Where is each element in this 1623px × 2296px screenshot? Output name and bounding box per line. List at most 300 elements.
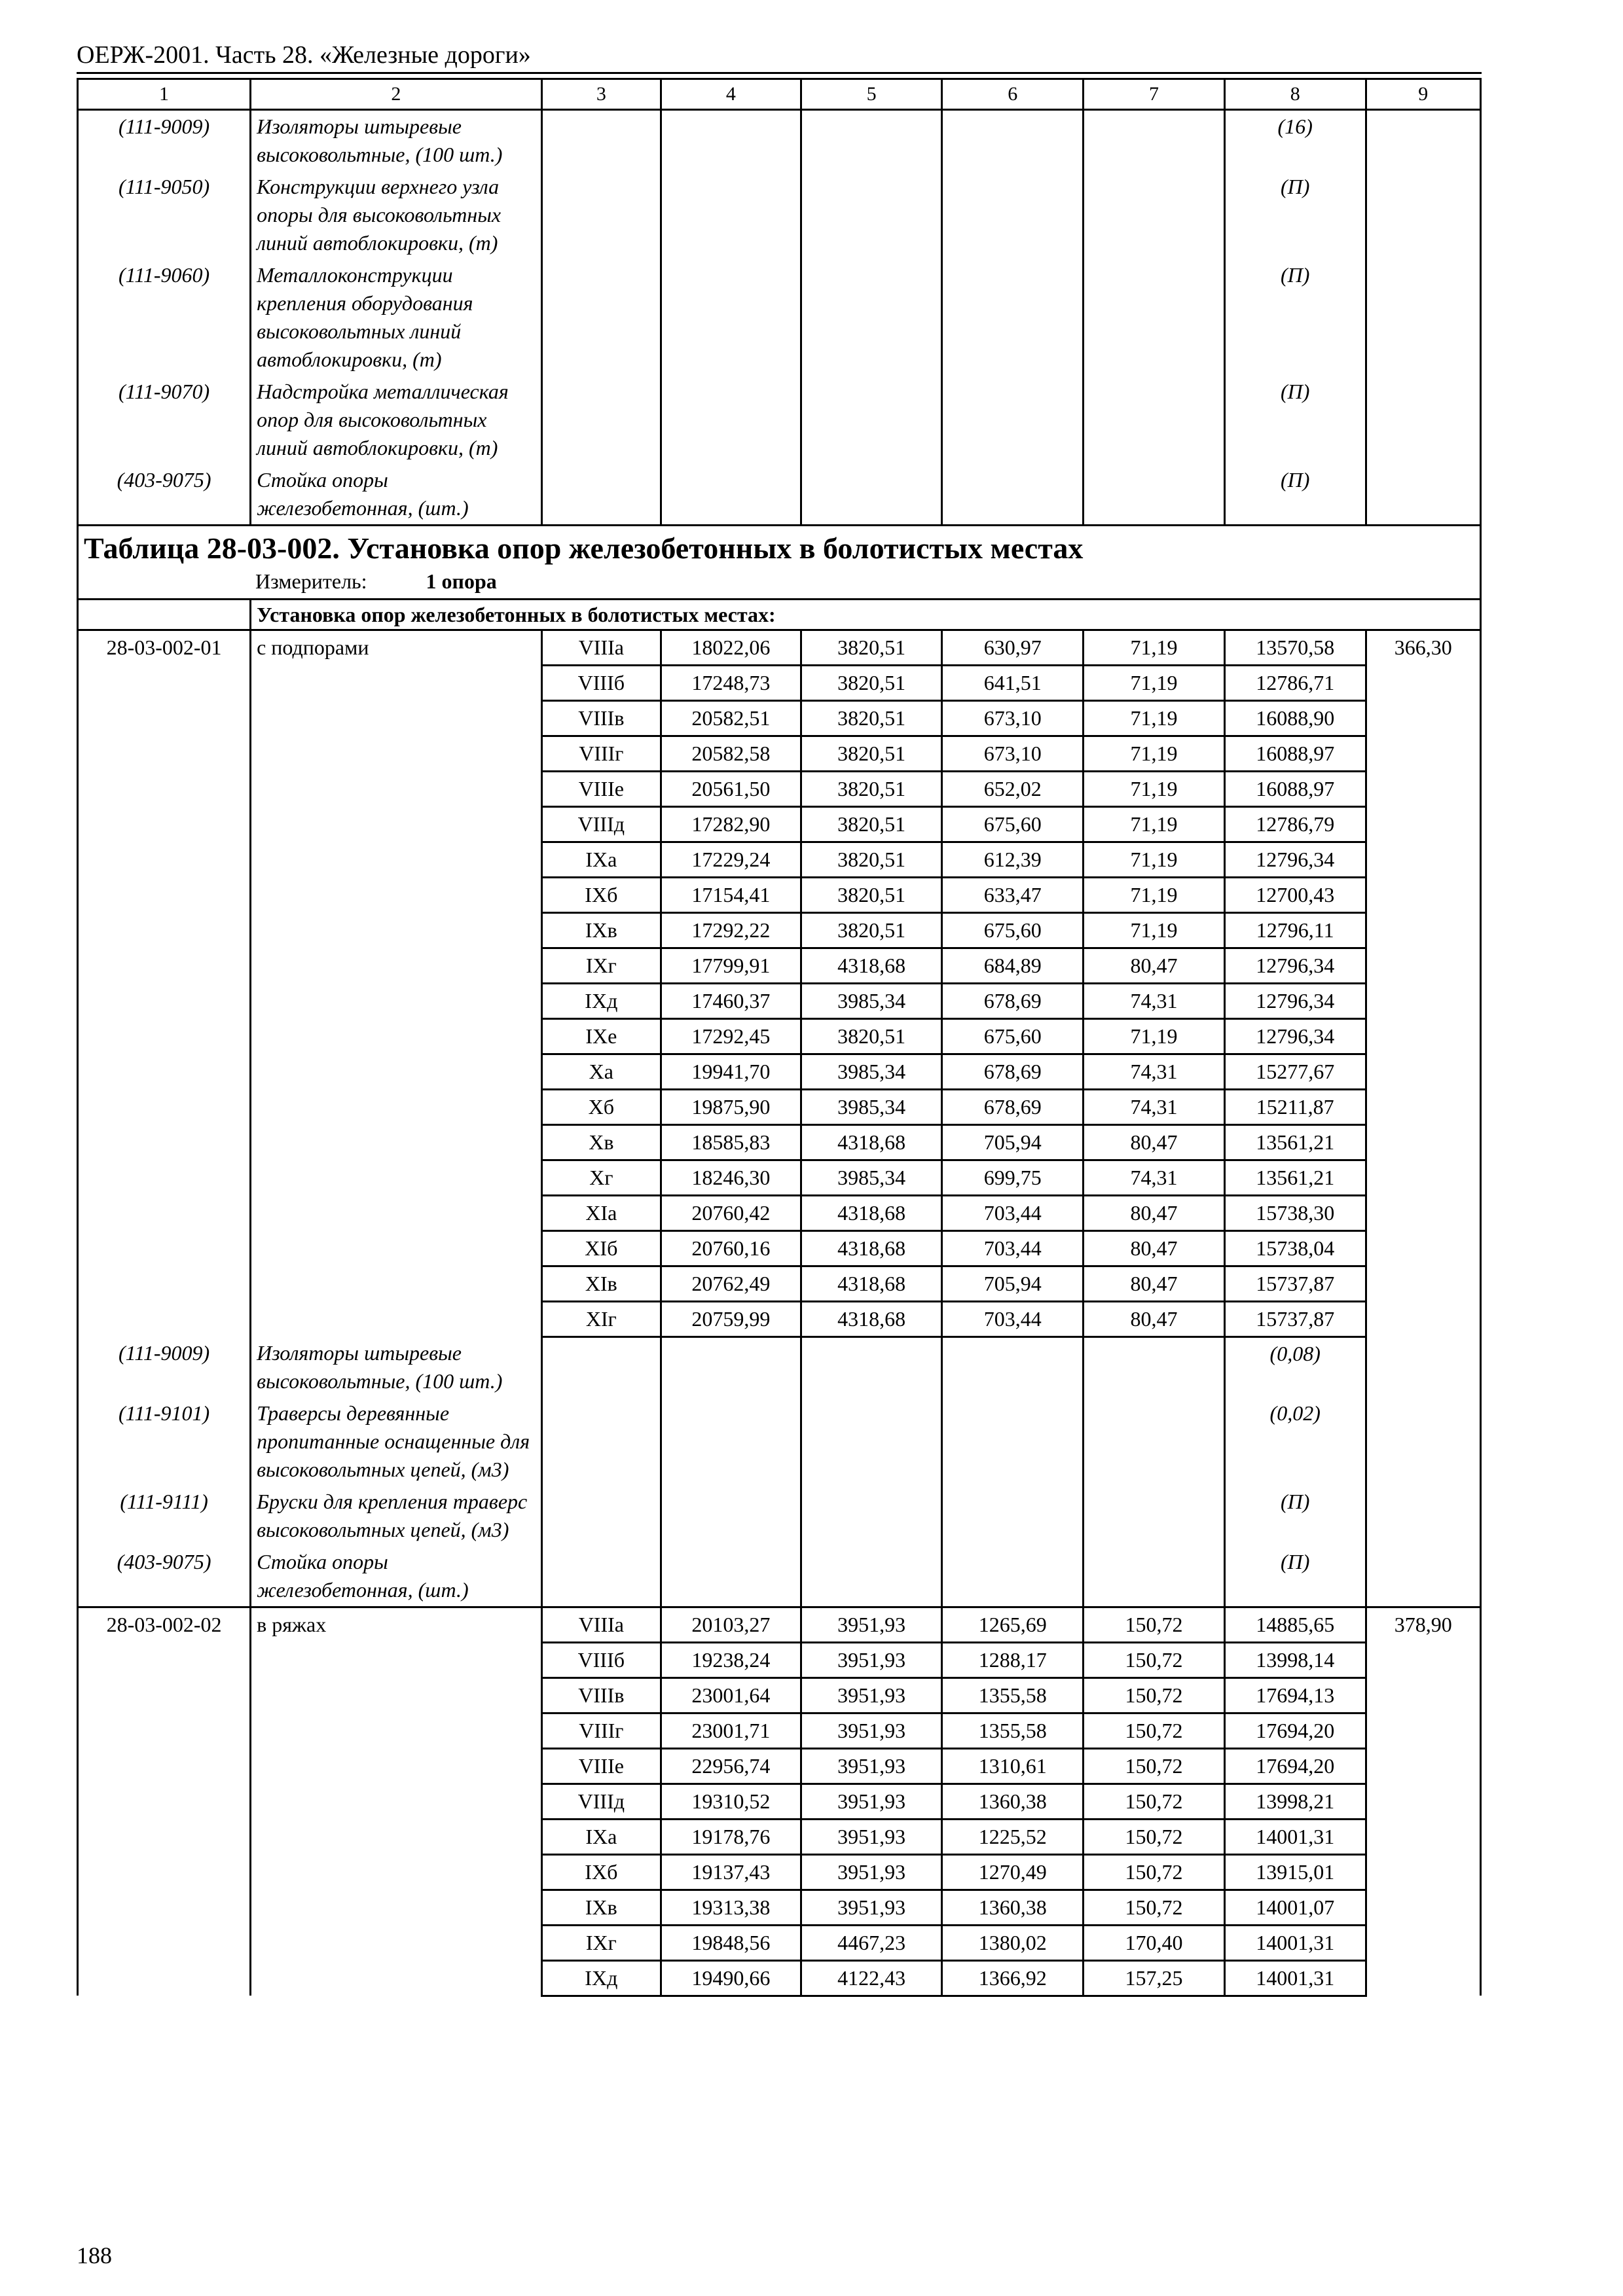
empty-cell: [1366, 1337, 1480, 1397]
value-cell: 13570,58: [1224, 630, 1366, 666]
grade-cell: VIIIд: [541, 1784, 661, 1819]
table-title: Таблица 28-03-002. Установка опор железобетонных в болотистых местах: [84, 531, 1084, 565]
empty-cell: [801, 259, 942, 376]
resource-row: [78, 464, 1481, 526]
resource-row: [78, 1486, 1481, 1546]
empty-cell: [1084, 1546, 1225, 1607]
value-cell: 15738,30: [1224, 1196, 1366, 1231]
value-cell: 633,47: [942, 878, 1084, 913]
resource-code: (111-9060): [78, 259, 251, 376]
resource-value: (П): [1224, 1486, 1366, 1546]
value-cell: 71,19: [1084, 913, 1225, 948]
value-cell: 16088,97: [1224, 772, 1366, 807]
value-cell: 16088,97: [1224, 736, 1366, 772]
resource-value: (П): [1224, 464, 1366, 526]
value-cell: 678,69: [942, 984, 1084, 1019]
value-cell: 630,97: [942, 630, 1084, 666]
empty-cell: [1366, 1546, 1480, 1607]
grade-cell: VIIIг: [541, 736, 661, 772]
grade-cell: Xг: [541, 1160, 661, 1196]
value-cell: 3951,93: [801, 1713, 942, 1748]
value-cell: 641,51: [942, 666, 1084, 701]
value-cell: 3820,51: [801, 736, 942, 772]
value-cell: 80,47: [1084, 948, 1225, 984]
value-cell: 80,47: [1084, 1231, 1225, 1266]
empty-cell: [661, 1397, 801, 1486]
value-cell: 17694,20: [1224, 1748, 1366, 1784]
item-code: 28-03-002-01: [78, 630, 251, 1337]
value-cell: 74,31: [1084, 1090, 1225, 1125]
item-name: с подпорами: [251, 630, 542, 1337]
grade-cell: IXд: [541, 984, 661, 1019]
value-cell: 673,10: [942, 701, 1084, 736]
resource-row: [78, 171, 1481, 259]
value-cell: 4318,68: [801, 1196, 942, 1231]
value-cell: 13561,21: [1224, 1160, 1366, 1196]
grade-cell: IXв: [541, 913, 661, 948]
empty-cell: [541, 259, 661, 376]
value-cell: 703,44: [942, 1196, 1084, 1231]
empty-cell: [1366, 1486, 1480, 1546]
empty-cell: [801, 464, 942, 526]
value-cell: 703,44: [942, 1231, 1084, 1266]
resource-row: [78, 1337, 1481, 1397]
value-cell: 1360,38: [942, 1784, 1084, 1819]
empty-cell: [801, 1337, 942, 1397]
item-name: в ряжах: [251, 1607, 542, 1996]
value-cell: 19875,90: [661, 1090, 801, 1125]
measure-label: Измеритель:: [255, 569, 367, 593]
value-cell: 675,60: [942, 807, 1084, 842]
grade-cell: IXг: [541, 948, 661, 984]
page-number: 188: [77, 2242, 112, 2269]
grade-cell: Xв: [541, 1125, 661, 1160]
grade-cell: VIIIб: [541, 1642, 661, 1677]
value-cell: 678,69: [942, 1054, 1084, 1090]
value-cell: 150,72: [1084, 1854, 1225, 1890]
grade-cell: IXа: [541, 1819, 661, 1854]
value-cell: 18246,30: [661, 1160, 801, 1196]
value-cell: 3820,51: [801, 701, 942, 736]
grade-cell: VIIIе: [541, 772, 661, 807]
resource-code: (111-9101): [78, 1397, 251, 1486]
value-cell: 19313,38: [661, 1890, 801, 1925]
grade-cell: IXд: [541, 1960, 661, 1996]
empty-cell: [801, 1546, 942, 1607]
value-cell: 15738,04: [1224, 1231, 1366, 1266]
value-cell: 20582,51: [661, 701, 801, 736]
value-cell: 19137,43: [661, 1854, 801, 1890]
value-cell: 612,39: [942, 842, 1084, 878]
empty-cell: [541, 376, 661, 464]
column-number: 8: [1224, 79, 1366, 110]
value-cell: 14885,65: [1224, 1607, 1366, 1642]
resource-code: (403-9075): [78, 464, 251, 526]
grade-cell: IXв: [541, 1890, 661, 1925]
empty-cell: [541, 1337, 661, 1397]
norms-table: [77, 78, 1482, 1997]
empty-cell: [661, 464, 801, 526]
value-cell: 705,94: [942, 1125, 1084, 1160]
value-cell: 12786,79: [1224, 807, 1366, 842]
value-cell: 3951,93: [801, 1784, 942, 1819]
resource-value: (П): [1224, 259, 1366, 376]
value-cell: 13915,01: [1224, 1854, 1366, 1890]
grade-cell: VIIIд: [541, 807, 661, 842]
measure-value: 1 опора: [426, 569, 497, 593]
value-cell: 150,72: [1084, 1784, 1225, 1819]
value-cell: 3951,93: [801, 1819, 942, 1854]
value-cell: 150,72: [1084, 1713, 1225, 1748]
value-cell: 17229,24: [661, 842, 801, 878]
empty-cell: [661, 171, 801, 259]
value-cell: 20760,42: [661, 1196, 801, 1231]
value-cell: 12786,71: [1224, 666, 1366, 701]
empty-cell: [801, 1397, 942, 1486]
value-cell: 3985,34: [801, 984, 942, 1019]
grade-cell: IXе: [541, 1019, 661, 1054]
value-cell: 3820,51: [801, 842, 942, 878]
table-title-cell: [78, 526, 1481, 600]
resource-value: (П): [1224, 376, 1366, 464]
value-cell: 170,40: [1084, 1925, 1225, 1960]
value-cell: 3951,93: [801, 1642, 942, 1677]
value-cell: 13998,21: [1224, 1784, 1366, 1819]
document-header: ОЕРЖ-2001. Часть 28. «Железные дороги»: [77, 41, 531, 69]
empty-cell: [1084, 376, 1225, 464]
column-number: 1: [78, 79, 251, 110]
value-cell: 20760,16: [661, 1231, 801, 1266]
value-cell: 71,19: [1084, 807, 1225, 842]
resource-row: [78, 1397, 1481, 1486]
value-cell: 17248,73: [661, 666, 801, 701]
empty-cell: [541, 1546, 661, 1607]
value-cell: 14001,31: [1224, 1819, 1366, 1854]
empty-cell: [1084, 464, 1225, 526]
value-cell: 3820,51: [801, 630, 942, 666]
value-cell: 12700,43: [1224, 878, 1366, 913]
empty-cell: [801, 1486, 942, 1546]
item-col9-value: 366,30: [1366, 630, 1480, 1337]
empty-cell: [661, 259, 801, 376]
value-cell: 1270,49: [942, 1854, 1084, 1890]
resource-code: (111-9070): [78, 376, 251, 464]
resource-name: Металлоконструкции крепления оборудования высоковольтных линий автоблокировки, (т): [251, 259, 542, 376]
empty-cell: [1366, 1397, 1480, 1486]
value-cell: 3985,34: [801, 1054, 942, 1090]
value-cell: 12796,34: [1224, 948, 1366, 984]
value-cell: 3951,93: [801, 1890, 942, 1925]
value-cell: 12796,34: [1224, 984, 1366, 1019]
empty-cell: [942, 1546, 1084, 1607]
resource-name: Конструкции верхнего узла опоры для высоковольтных линий автоблокировки, (т): [251, 171, 542, 259]
value-cell: 71,19: [1084, 878, 1225, 913]
resource-name: Бруски для крепления траверс высоковольтных цепей, (м3): [251, 1486, 542, 1546]
column-number: 2: [251, 79, 542, 110]
resource-code: (111-9111): [78, 1486, 251, 1546]
value-cell: 17460,37: [661, 984, 801, 1019]
value-cell: 17282,90: [661, 807, 801, 842]
value-cell: 14001,31: [1224, 1925, 1366, 1960]
value-cell: 74,31: [1084, 984, 1225, 1019]
value-cell: 3820,51: [801, 772, 942, 807]
subtitle-row: [78, 600, 1481, 630]
empty-cell: [942, 376, 1084, 464]
value-cell: 4122,43: [801, 1960, 942, 1996]
value-cell: 20762,49: [661, 1266, 801, 1302]
resource-row: [78, 376, 1481, 464]
empty-cell: [1366, 110, 1480, 171]
value-cell: 4318,68: [801, 1266, 942, 1302]
value-cell: 18022,06: [661, 630, 801, 666]
resource-value: (16): [1224, 110, 1366, 171]
value-cell: 678,69: [942, 1090, 1084, 1125]
value-cell: 4318,68: [801, 1302, 942, 1337]
value-cell: 19310,52: [661, 1784, 801, 1819]
resource-name: Изоляторы штыревые высоковольтные, (100 шт.): [251, 1337, 542, 1397]
column-number: 6: [942, 79, 1084, 110]
value-cell: 80,47: [1084, 1125, 1225, 1160]
value-cell: 150,72: [1084, 1819, 1225, 1854]
value-cell: 18585,83: [661, 1125, 801, 1160]
value-cell: 17694,13: [1224, 1677, 1366, 1713]
value-cell: 652,02: [942, 772, 1084, 807]
column-number-row: [78, 79, 1481, 110]
grade-cell: XIа: [541, 1196, 661, 1231]
resource-name: Траверсы деревянные пропитанные оснащенные для высоковольтных цепей, (м3): [251, 1397, 542, 1486]
value-cell: 22956,74: [661, 1748, 801, 1784]
value-cell: 15737,87: [1224, 1302, 1366, 1337]
grade-cell: VIIIв: [541, 1677, 661, 1713]
column-number: 3: [541, 79, 661, 110]
value-cell: 4318,68: [801, 948, 942, 984]
resource-code: (403-9075): [78, 1546, 251, 1607]
value-cell: 19941,70: [661, 1054, 801, 1090]
value-cell: 3820,51: [801, 913, 942, 948]
value-cell: 80,47: [1084, 1196, 1225, 1231]
value-cell: 13561,21: [1224, 1125, 1366, 1160]
value-cell: 150,72: [1084, 1748, 1225, 1784]
value-cell: 3820,51: [801, 807, 942, 842]
value-cell: 1366,92: [942, 1960, 1084, 1996]
value-cell: 673,10: [942, 736, 1084, 772]
column-number: 4: [661, 79, 801, 110]
value-cell: 71,19: [1084, 1019, 1225, 1054]
item-col9-value: 378,90: [1366, 1607, 1480, 1996]
value-cell: 3951,93: [801, 1748, 942, 1784]
value-cell: 150,72: [1084, 1890, 1225, 1925]
value-cell: 1288,17: [942, 1642, 1084, 1677]
value-cell: 1355,58: [942, 1713, 1084, 1748]
value-cell: 1225,52: [942, 1819, 1084, 1854]
value-cell: 20103,27: [661, 1607, 801, 1642]
resource-code: (111-9050): [78, 171, 251, 259]
value-cell: 4467,23: [801, 1925, 942, 1960]
grade-cell: IXг: [541, 1925, 661, 1960]
empty-cell: [541, 464, 661, 526]
empty-cell: [1366, 259, 1480, 376]
value-cell: 15737,87: [1224, 1266, 1366, 1302]
value-cell: 4318,68: [801, 1125, 942, 1160]
resource-name: Изоляторы штыревые высоковольтные, (100 шт.): [251, 110, 542, 171]
resource-name: Надстройка металлическая опор для высоковольтных линий автоблокировки, (т): [251, 376, 542, 464]
empty-cell: [1084, 110, 1225, 171]
empty-cell: [942, 1486, 1084, 1546]
value-cell: 74,31: [1084, 1054, 1225, 1090]
grade-cell: VIIIг: [541, 1713, 661, 1748]
value-cell: 16088,90: [1224, 701, 1366, 736]
value-cell: 1360,38: [942, 1890, 1084, 1925]
empty-cell: [942, 1397, 1084, 1486]
value-cell: 71,19: [1084, 842, 1225, 878]
value-cell: 71,19: [1084, 772, 1225, 807]
empty-cell: [661, 1486, 801, 1546]
resource-code: (111-9009): [78, 110, 251, 171]
resource-row: [78, 110, 1481, 171]
value-cell: 71,19: [1084, 666, 1225, 701]
value-cell: 20561,50: [661, 772, 801, 807]
value-cell: 74,31: [1084, 1160, 1225, 1196]
value-cell: 15277,67: [1224, 1054, 1366, 1090]
grade-cell: IXа: [541, 842, 661, 878]
value-cell: 12796,34: [1224, 842, 1366, 878]
value-cell: 23001,71: [661, 1713, 801, 1748]
empty-cell: [1366, 171, 1480, 259]
empty-cell: [661, 110, 801, 171]
value-cell: 71,19: [1084, 701, 1225, 736]
table-row: [78, 630, 1481, 666]
empty-cell: [1084, 1486, 1225, 1546]
value-cell: 17799,91: [661, 948, 801, 984]
empty-cell: [541, 171, 661, 259]
empty-cell: [1084, 1337, 1225, 1397]
value-cell: 19848,56: [661, 1925, 801, 1960]
empty-cell: [801, 376, 942, 464]
empty-cell: [942, 464, 1084, 526]
header-rule: [77, 72, 1482, 74]
resource-value: (0,02): [1224, 1397, 1366, 1486]
resource-name: Стойка опоры железобетонная, (шт.): [251, 464, 542, 526]
value-cell: 3985,34: [801, 1160, 942, 1196]
empty-cell: [661, 1546, 801, 1607]
resource-row: [78, 259, 1481, 376]
empty-cell: [78, 600, 251, 630]
value-cell: 3820,51: [801, 1019, 942, 1054]
empty-cell: [1366, 464, 1480, 526]
value-cell: 1355,58: [942, 1677, 1084, 1713]
value-cell: 20582,58: [661, 736, 801, 772]
empty-cell: [541, 1486, 661, 1546]
value-cell: 20759,99: [661, 1302, 801, 1337]
empty-cell: [1084, 171, 1225, 259]
empty-cell: [801, 110, 942, 171]
value-cell: 17292,22: [661, 913, 801, 948]
value-cell: 71,19: [1084, 630, 1225, 666]
value-cell: 80,47: [1084, 1302, 1225, 1337]
value-cell: 684,89: [942, 948, 1084, 984]
empty-cell: [942, 110, 1084, 171]
table-subtitle: Установка опор железобетонных в болотистых местах:: [251, 600, 1481, 630]
grade-cell: XIг: [541, 1302, 661, 1337]
empty-cell: [942, 171, 1084, 259]
resource-row: [78, 1546, 1481, 1607]
value-cell: 3820,51: [801, 878, 942, 913]
measure-line: [84, 567, 1474, 596]
value-cell: 703,44: [942, 1302, 1084, 1337]
grade-cell: VIIIв: [541, 701, 661, 736]
value-cell: 71,19: [1084, 736, 1225, 772]
item-code: 28-03-002-02: [78, 1607, 251, 1996]
empty-cell: [541, 110, 661, 171]
resource-code: (111-9009): [78, 1337, 251, 1397]
empty-cell: [541, 1397, 661, 1486]
grade-cell: VIIIа: [541, 630, 661, 666]
value-cell: 3951,93: [801, 1677, 942, 1713]
value-cell: 150,72: [1084, 1642, 1225, 1677]
grade-cell: VIIIе: [541, 1748, 661, 1784]
value-cell: 157,25: [1084, 1960, 1225, 1996]
value-cell: 4318,68: [801, 1231, 942, 1266]
value-cell: 3951,93: [801, 1607, 942, 1642]
value-cell: 17154,41: [661, 878, 801, 913]
value-cell: 3820,51: [801, 666, 942, 701]
value-cell: 705,94: [942, 1266, 1084, 1302]
grade-cell: XIб: [541, 1231, 661, 1266]
resource-value: (П): [1224, 171, 1366, 259]
table-title-row: [78, 526, 1481, 600]
column-number: 7: [1084, 79, 1225, 110]
empty-cell: [661, 376, 801, 464]
empty-cell: [942, 259, 1084, 376]
resource-value: (П): [1224, 1546, 1366, 1607]
grade-cell: Xб: [541, 1090, 661, 1125]
grade-cell: VIIIа: [541, 1607, 661, 1642]
resource-name: Стойка опоры железобетонная, (шт.): [251, 1546, 542, 1607]
value-cell: 19238,24: [661, 1642, 801, 1677]
grade-cell: VIIIб: [541, 666, 661, 701]
value-cell: 80,47: [1084, 1266, 1225, 1302]
empty-cell: [1084, 1397, 1225, 1486]
empty-cell: [661, 1337, 801, 1397]
value-cell: 12796,11: [1224, 913, 1366, 948]
value-cell: 1265,69: [942, 1607, 1084, 1642]
value-cell: 12796,34: [1224, 1019, 1366, 1054]
empty-cell: [942, 1337, 1084, 1397]
value-cell: 19178,76: [661, 1819, 801, 1854]
value-cell: 23001,64: [661, 1677, 801, 1713]
value-cell: 17292,45: [661, 1019, 801, 1054]
value-cell: 17694,20: [1224, 1713, 1366, 1748]
value-cell: 3951,93: [801, 1854, 942, 1890]
resource-value: (0,08): [1224, 1337, 1366, 1397]
grade-cell: XIв: [541, 1266, 661, 1302]
grade-cell: IXб: [541, 878, 661, 913]
value-cell: 150,72: [1084, 1607, 1225, 1642]
value-cell: 1380,02: [942, 1925, 1084, 1960]
value-cell: 675,60: [942, 1019, 1084, 1054]
value-cell: 1310,61: [942, 1748, 1084, 1784]
column-number: 9: [1366, 79, 1480, 110]
grade-cell: IXб: [541, 1854, 661, 1890]
value-cell: 3985,34: [801, 1090, 942, 1125]
empty-cell: [1366, 376, 1480, 464]
column-number: 5: [801, 79, 942, 110]
table-row: [78, 1607, 1481, 1642]
value-cell: 14001,07: [1224, 1890, 1366, 1925]
value-cell: 675,60: [942, 913, 1084, 948]
value-cell: 150,72: [1084, 1677, 1225, 1713]
value-cell: 19490,66: [661, 1960, 801, 1996]
